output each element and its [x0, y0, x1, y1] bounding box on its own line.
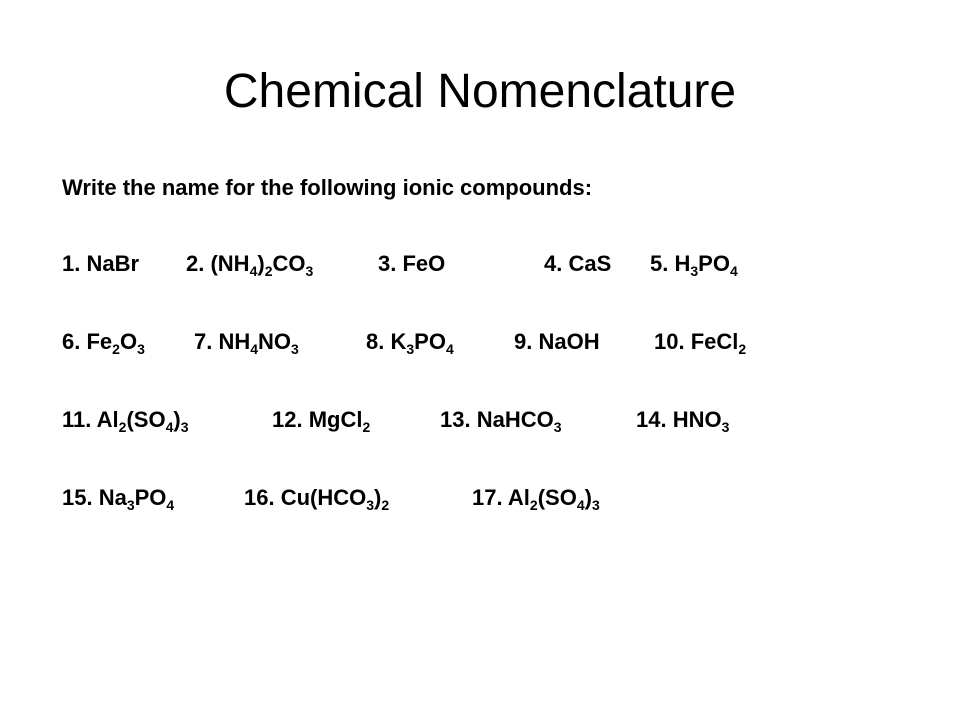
compound-row-1 — [62, 248, 942, 288]
compound-formula: NaBr — [86, 251, 140, 276]
compound-formula: $Cu(HCO_3)_2$ — [280, 485, 390, 513]
compound-number: 4. — [544, 251, 569, 276]
compound-item-2 — [186, 248, 313, 280]
compound-formula: $(NH_4)_2CO_3$ — [210, 251, 314, 279]
compound-item-16 — [244, 482, 389, 514]
compound-formula: $HNO_3$ — [672, 407, 730, 435]
compound-number: 9. — [514, 329, 539, 354]
compound-formula: $H_3PO_4$ — [674, 251, 738, 279]
compound-number: 10. — [654, 329, 691, 354]
compound-number: 11. — [62, 407, 97, 432]
compound-item-11 — [62, 404, 189, 436]
compound-item-9 — [514, 326, 600, 358]
compound-number: 8. — [366, 329, 391, 354]
compound-item-15 — [62, 482, 174, 514]
compound-number: 14. — [636, 407, 673, 432]
compound-number: 7. — [194, 329, 219, 354]
compound-formula: FeCl$_2$ — [690, 329, 747, 357]
compound-number: 6. — [62, 329, 87, 354]
compound-number: 3. — [378, 251, 403, 276]
compound-formula: FeO — [402, 251, 446, 276]
compound-row-4 — [62, 482, 942, 522]
compound-number: 12. — [272, 407, 309, 432]
compound-number: 17. — [472, 485, 508, 510]
compound-item-12 — [272, 404, 370, 436]
compound-formula: NaHCO$_3$ — [476, 407, 562, 435]
compound-item-17 — [472, 482, 600, 514]
compound-item-1 — [62, 248, 139, 280]
compound-item-10 — [654, 326, 746, 358]
compound-row-2 — [62, 326, 942, 366]
compound-item-5 — [650, 248, 738, 280]
compound-formula: NaOH — [538, 329, 600, 354]
compound-row-3 — [62, 404, 942, 444]
compound-number: 16. — [244, 485, 281, 510]
compound-formula: $K_3PO_4$ — [390, 329, 454, 357]
compound-formula: MgCl$_2$ — [308, 407, 371, 435]
compound-item-14 — [636, 404, 729, 436]
compound-item-13 — [440, 404, 562, 436]
compound-item-7 — [194, 326, 299, 358]
compound-number: 2. — [186, 251, 211, 276]
compound-number: 5. — [650, 251, 675, 276]
instruction-text: Write the name for the following ionic compounds: — [62, 175, 593, 200]
compound-formula: CaS — [568, 251, 612, 276]
compound-formula: $Al_2(SO_4)_3$ — [507, 485, 600, 513]
compound-formula: $NH_4NO_3$ — [218, 329, 299, 357]
compound-item-6 — [62, 326, 145, 358]
compound-number: 13. — [440, 407, 477, 432]
compound-number: 15. — [62, 485, 99, 510]
compound-item-3 — [378, 248, 445, 280]
compound-item-8 — [366, 326, 454, 358]
compound-formula: $Na_3PO_4$ — [98, 485, 175, 513]
slide-title: Chemical Nomenclature — [223, 65, 737, 118]
compound-item-4 — [544, 248, 611, 280]
compound-number: 1. — [62, 251, 87, 276]
compound-formula: $Al_2(SO_4)_3$ — [96, 407, 189, 435]
compound-formula: $Fe_2O_3$ — [86, 329, 145, 357]
